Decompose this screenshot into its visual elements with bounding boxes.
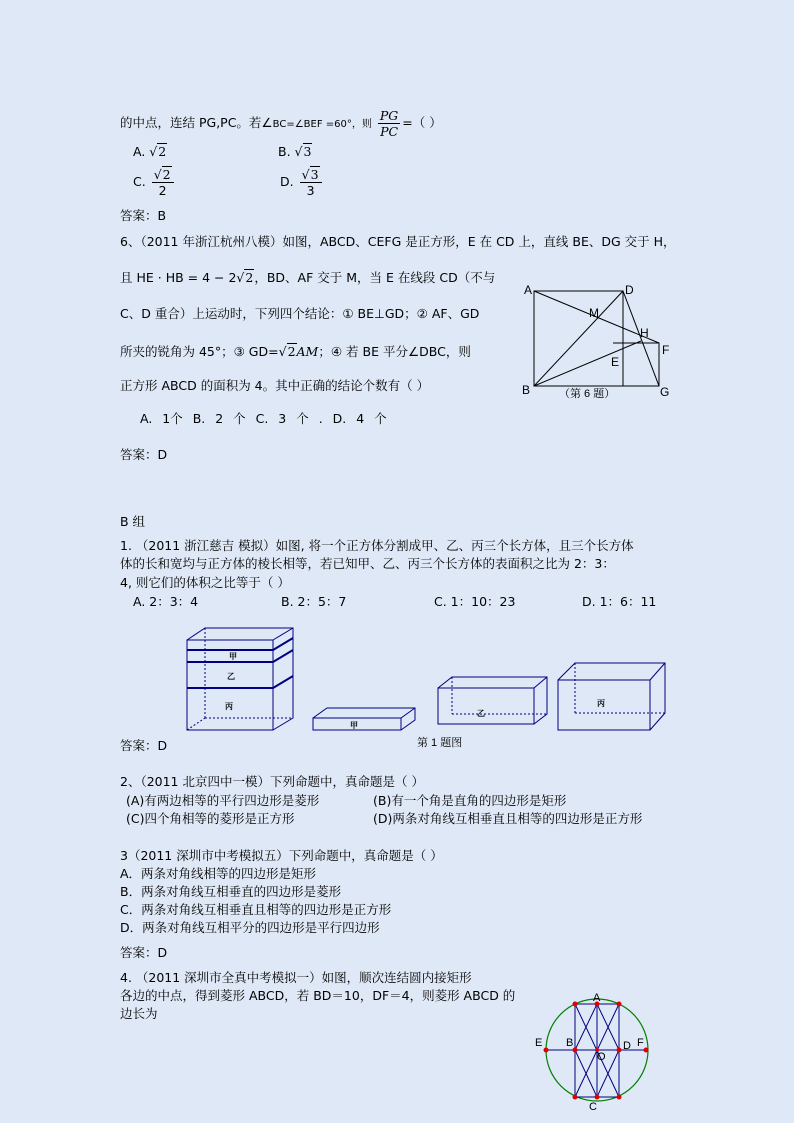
q5-option-b xyxy=(278,144,312,160)
b1-option-a: A. 2：3：4 xyxy=(133,594,199,609)
b1-option-d: D. 1：6：11 xyxy=(582,594,657,609)
q5-opt-c-label: C. xyxy=(133,174,146,189)
sqrt-3: √3 xyxy=(294,144,312,159)
q6-line4b: ；④ 若 BE 平分∠DBC，则 xyxy=(318,344,471,359)
q5-answer: 答案：B xyxy=(120,208,167,223)
label-a: A xyxy=(593,992,601,1004)
label-d: D xyxy=(623,1040,631,1052)
b1-option-b: B. 2：5：7 xyxy=(281,594,347,609)
q5-d-fraction xyxy=(300,167,322,198)
q6-line4a: 所夹的锐角为 45°；③ GD= xyxy=(120,344,279,359)
label-h: H xyxy=(640,326,649,340)
b2-option-a: (A)有两边相等的平行四边形是菱形 xyxy=(126,793,320,808)
b1-answer: 答案：D xyxy=(120,738,168,753)
radicand: 2 xyxy=(162,167,171,182)
sqrt-2: √2 xyxy=(149,144,167,159)
q6-figure-caption: （第 6 题） xyxy=(559,388,616,400)
q6-figure xyxy=(515,280,685,405)
q5-stem-b: BC=∠BEF =60°，则 xyxy=(272,119,372,130)
radicand: 2 xyxy=(245,270,254,285)
q6-line2 xyxy=(120,270,495,286)
b1-line1: 1. （2011 浙江慈吉 模拟）如图, 将一个正方体分割成甲、乙、丙三个长方体，且三个长方体 xyxy=(120,538,634,553)
label-jia-slab: 甲 xyxy=(350,721,358,730)
q6-line5: 正方形 ABCD 的面积为 4。其中正确的结论个数有（ ） xyxy=(120,378,430,393)
q5-c-fraction xyxy=(152,167,174,198)
b1-figure xyxy=(185,620,670,750)
b4-figure xyxy=(535,990,655,1118)
q6-answer: 答案：D xyxy=(120,447,168,462)
radicand: 3 xyxy=(310,167,319,182)
label-a: A xyxy=(524,283,533,297)
label-c: C xyxy=(589,1101,597,1113)
b3-option-a: A．两条对角线相等的四边形是矩形 xyxy=(120,866,317,881)
q5-opt-b-label: B. xyxy=(278,144,291,159)
sqrt-2: √2 xyxy=(236,270,254,285)
label-bing-box: 丙 xyxy=(597,699,605,708)
label-yi: 乙 xyxy=(227,672,235,681)
b2-option-c: (C)四个角相等的菱形是正方形 xyxy=(126,811,295,826)
q5-option-a xyxy=(133,144,167,160)
frac-num: √3 xyxy=(300,167,322,183)
b2-option-b: (B)有一个角是直角的四边形是矩形 xyxy=(373,793,567,808)
frac-den: 2 xyxy=(158,183,167,198)
label-e: E xyxy=(535,1037,543,1049)
sqrt-2: √2 xyxy=(278,344,296,359)
q6-line4 xyxy=(120,344,471,360)
b1-line2: 体的长和宽均与正方体的棱长相等，若已知甲、乙、丙三个长方体的表面积之比为 2：3： xyxy=(120,556,615,571)
label-d: D xyxy=(625,283,634,297)
b3-option-d: D．两条对角线互相平分的四边形是平行四边形 xyxy=(120,920,380,935)
line-bd xyxy=(534,291,623,386)
b3-option-c: C．两条对角线互相垂直且相等的四边形是正方形 xyxy=(120,902,392,917)
b1-figure-caption: 第 1 题图 xyxy=(417,737,463,749)
q6-line2a: 且 HE · HB = 4 − 2 xyxy=(120,270,237,285)
q5-option-c xyxy=(133,167,176,198)
b4-line1: 4. （2011 深圳市全真中考模拟一）如图，顺次连结圆内接矩形 xyxy=(120,970,472,985)
q5-fraction xyxy=(378,108,400,139)
square-cefg xyxy=(623,343,659,386)
label-jia: 甲 xyxy=(229,652,237,661)
q5-option-d xyxy=(280,167,324,198)
label-o: O xyxy=(597,1051,606,1063)
label-f: F xyxy=(637,1037,644,1049)
group-b-heading: B 组 xyxy=(120,514,146,529)
label-m: M xyxy=(589,306,599,320)
q5-opt-d-label: D. xyxy=(280,174,294,189)
label-b: B xyxy=(566,1037,574,1049)
label-f: F xyxy=(662,343,670,357)
q6-options: A. 1个 B. 2 个 C. 3 个 . D. 4 个 xyxy=(140,411,387,426)
radicand: 2 xyxy=(158,144,167,159)
b4-line3: 边长为 xyxy=(120,1006,158,1021)
b3-option-b: B．两条对角线互相垂直的四边形是菱形 xyxy=(120,884,342,899)
q5-stem xyxy=(120,108,442,139)
label-e: E xyxy=(611,355,620,369)
b3-stem: 3（2011 深圳市中考模拟五）下列命题中，真命题是（ ） xyxy=(120,848,443,863)
label-b: B xyxy=(522,383,531,397)
label-yi-box: 乙 xyxy=(477,709,485,718)
label-g: G xyxy=(660,385,670,399)
q5-stem-c: =（ ） xyxy=(402,115,442,130)
frac-den: 3 xyxy=(306,183,315,198)
b1-line3: 4, 则它们的体积之比等于（ ） xyxy=(120,575,290,590)
q5-opt-a-label: A. xyxy=(133,144,146,159)
q5-frac-den: PC xyxy=(380,124,399,139)
b2-stem: 2、（2011 北京四中一模）下列命题中，真命题是（ ） xyxy=(120,774,424,789)
b3-answer: 答案：D xyxy=(120,945,168,960)
q6-line2b: ，BD、AF 交于 M，当 E 在线段 CD（不与 xyxy=(254,270,496,285)
b1-option-c: C. 1：10：23 xyxy=(434,594,516,609)
q6-line3: C、D 重合）上运动时，下列四个结论：① BE⊥GD；② AF、GD xyxy=(120,306,480,321)
q5-frac-num: PG xyxy=(379,108,399,123)
b4-line2: 各边的中点，得到菱形 ABCD，若 BD＝10，DF＝4，则菱形 ABCD 的 xyxy=(120,988,516,1003)
q6-line1: 6、（2011 年浙江杭州八模）如图，ABCD、CEFG 是正方形，E 在 CD 上，直线 BE、DG 交于 H， xyxy=(120,234,676,249)
q5-stem-a: 的中点，连结 PG,PC。若∠ xyxy=(120,115,273,130)
frac-num: √2 xyxy=(152,167,174,183)
q6-line4m: AM xyxy=(296,344,319,359)
line-be xyxy=(534,341,641,386)
radicand: 3 xyxy=(303,144,312,159)
radicand: 2 xyxy=(287,344,296,359)
label-bing: 丙 xyxy=(225,702,233,711)
b2-option-d: (D)两条对角线互相垂直且相等的四边形是正方形 xyxy=(373,811,643,826)
